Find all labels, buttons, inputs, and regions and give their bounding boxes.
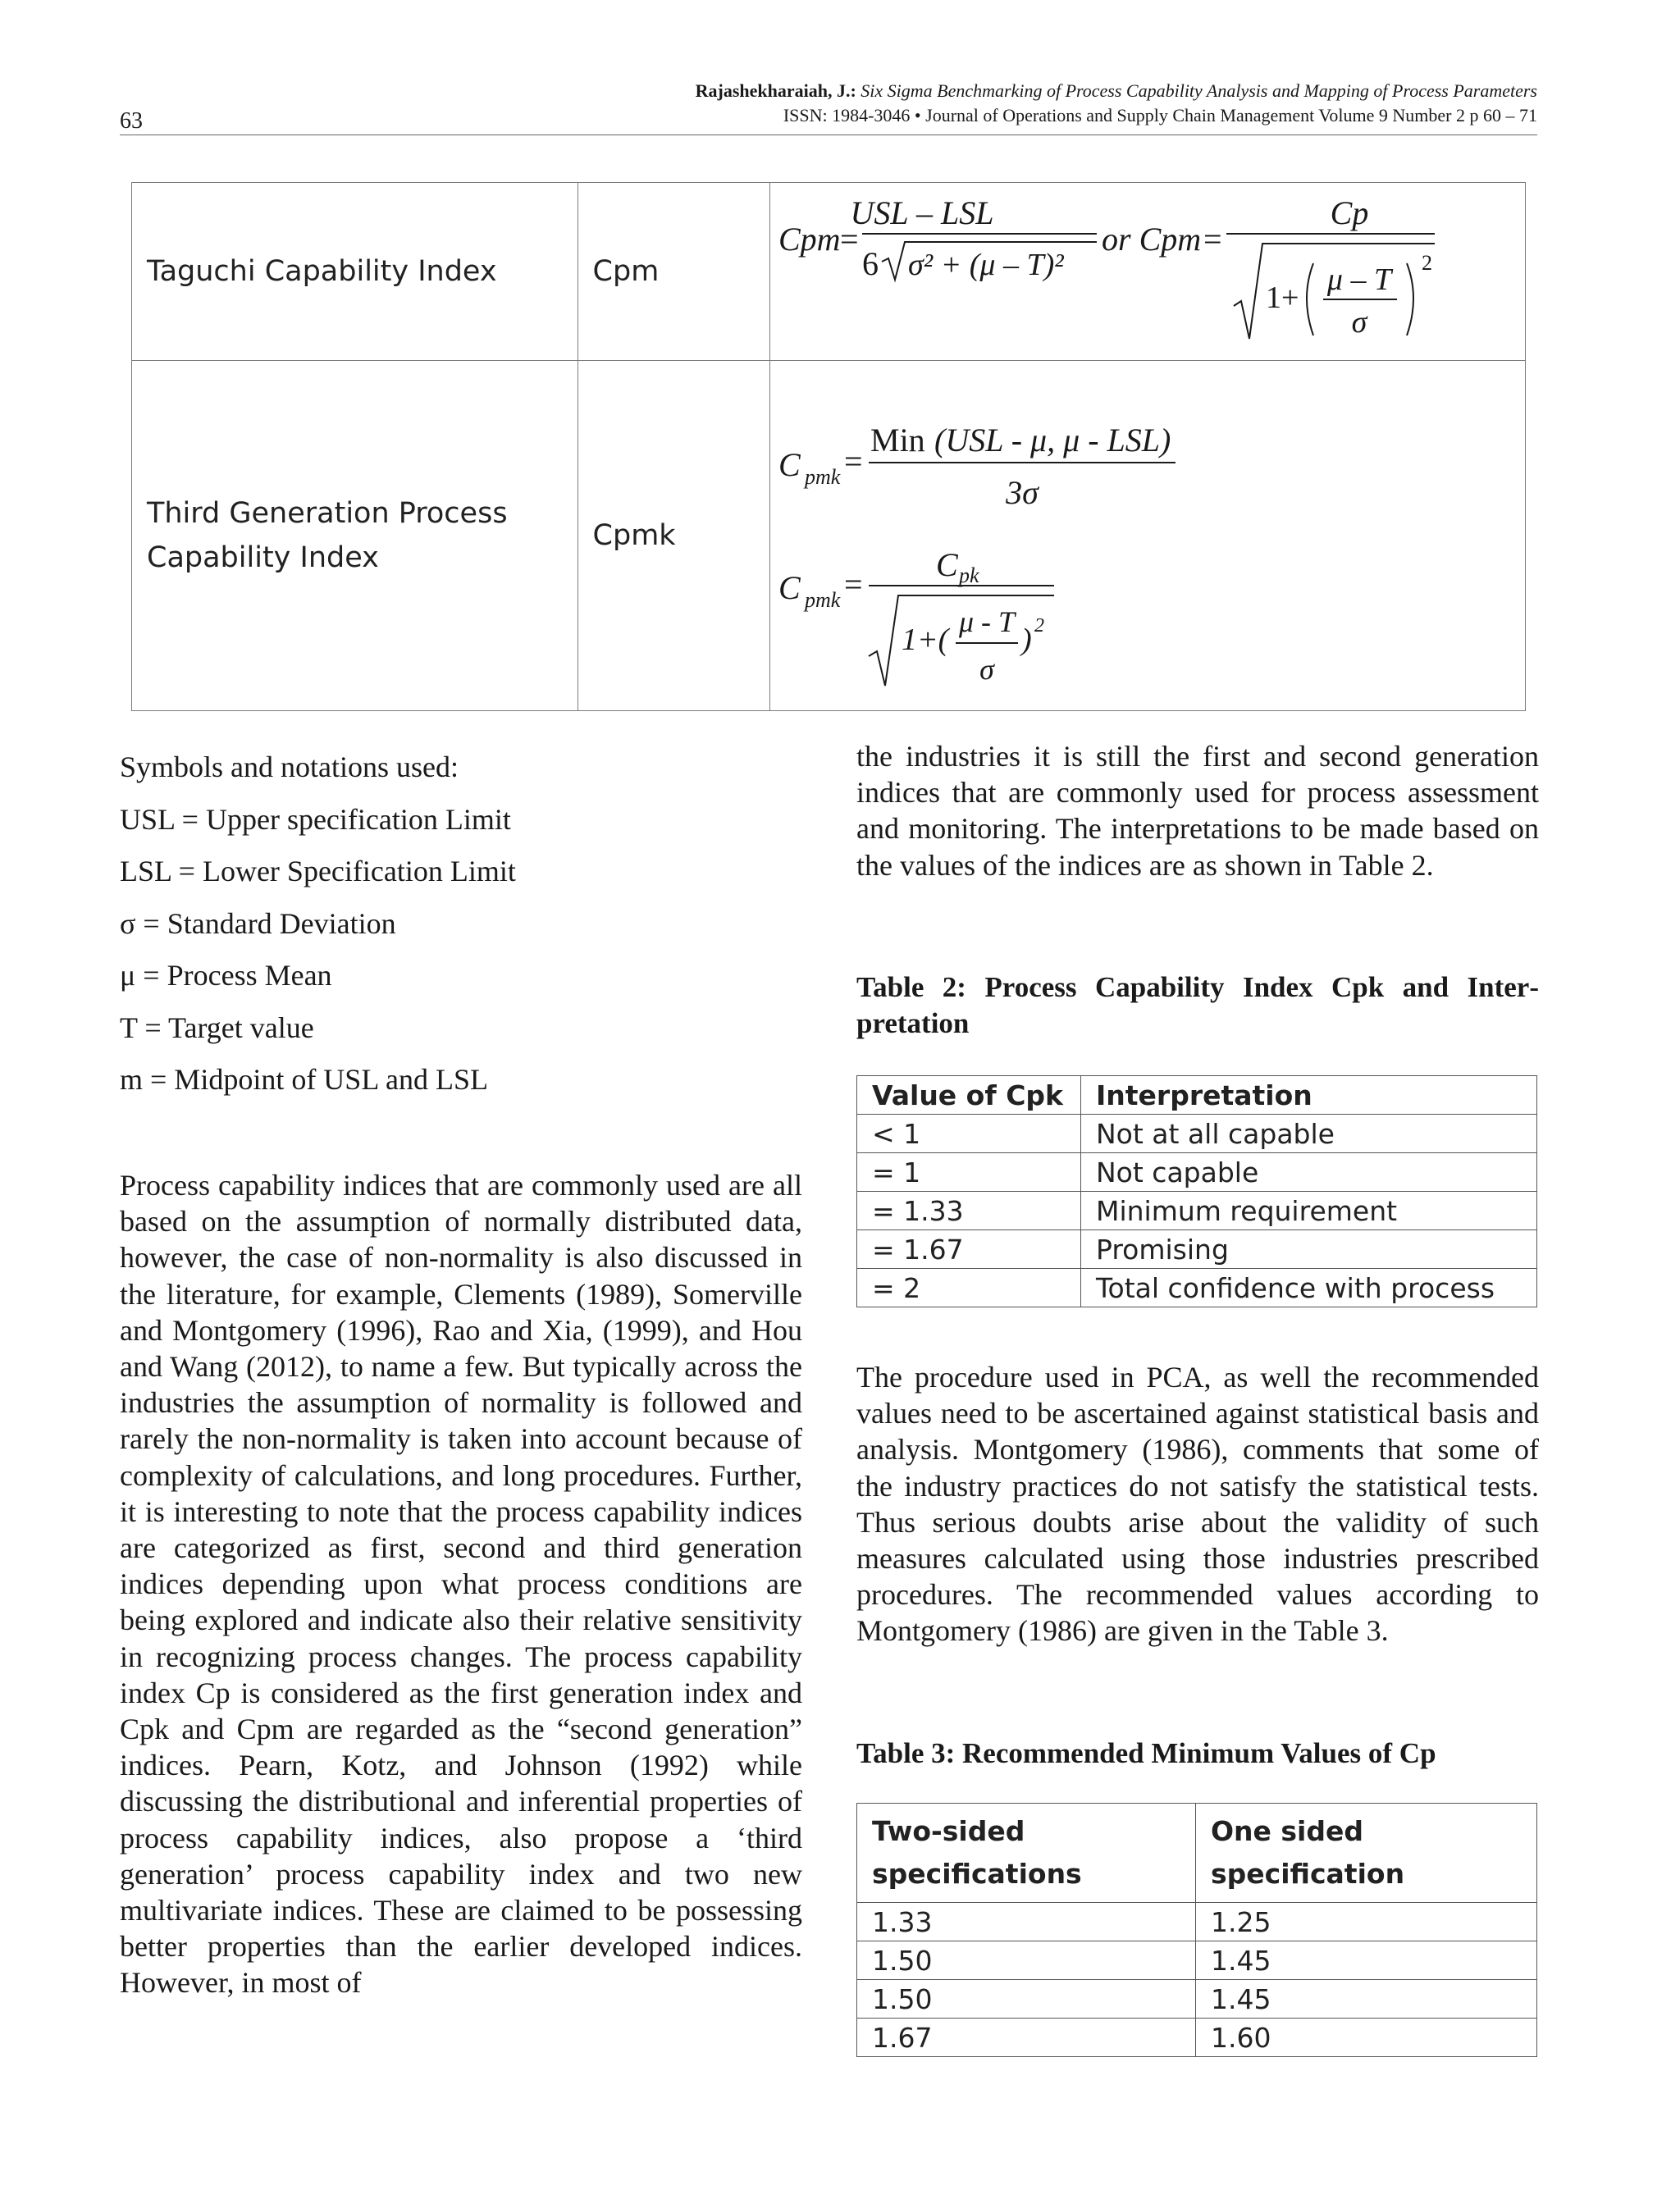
table-cell: Promising: [1081, 1230, 1537, 1269]
column-header: Value of Cpk: [857, 1076, 1081, 1115]
body-paragraph-right-top: the industries it is still the first and second generation indices that are commonly used for process assessment and monitoring. The interpretations to be made based on the values of the indices are as shown in Table 2.: [856, 740, 1539, 882]
cpmk-formula: [770, 361, 1525, 710]
table2-cpk-interpretation: [856, 1075, 1537, 1307]
cpk-c: C: [936, 546, 958, 583]
close-paren: ): [1021, 623, 1032, 657]
formula-cell-cpm: [770, 183, 1526, 361]
exponent: 2: [1034, 615, 1044, 636]
table-cell: = 1: [857, 1153, 1081, 1192]
table-cell: Not at all capable: [1081, 1115, 1537, 1153]
table-cell: Total confidence with process: [1081, 1269, 1537, 1307]
column-header: Interpretation: [1081, 1076, 1537, 1115]
index-symbol: Cpmk: [592, 519, 676, 552]
index-name: Taguchi Capability Index: [147, 255, 497, 288]
one-plus: 1+: [1266, 281, 1299, 315]
index-name-line1: Third Generation Process: [147, 497, 508, 530]
table-cell: 1.50: [857, 1980, 1196, 2019]
column-header: One sided specification: [1196, 1804, 1537, 1903]
body-paragraph-right-bottom: The procedure used in PCA, as well the recommended values need to be ascertained against statistical basis and analysis. Montgomery (1986), comments that some of the industry practices do not satisfy the statistical tests. Thus serious doubts arise about the validity of such measures calculated using those industries prescribed procedures. The recommended values according to Montgomery (1986) are given in the Table 3.: [856, 1361, 1539, 1648]
header-authors: Rajashekharaiah, J.:: [695, 80, 856, 101]
table-header-row: [857, 1804, 1537, 1903]
mu-minus-t: μ – T: [1326, 262, 1392, 297]
header-article-title: Six Sigma Benchmarking of Process Capability Analysis and Mapping of Process Parameters: [861, 80, 1537, 101]
page-number: 63: [120, 108, 143, 134]
mu-minus-t: μ - T: [958, 605, 1016, 638]
index-name-line2: Capability Index: [147, 541, 379, 574]
cpm-formula: [770, 183, 1525, 360]
table-cell: 1.45: [1196, 1980, 1537, 2019]
formula-cell-cpmk: [770, 361, 1526, 711]
cpmk-lhs-c: C: [778, 569, 801, 606]
three-sigma: 3σ: [1006, 474, 1039, 511]
cpm-lhs: Cpm: [778, 221, 841, 258]
index-name-cell: [132, 361, 578, 711]
table-row: [857, 1269, 1537, 1307]
table-cell: Minimum requirement: [1081, 1192, 1537, 1230]
column-header: Two-sided specifications: [857, 1804, 1196, 1903]
running-header-title: [696, 80, 1537, 102]
body-paragraph-left: Process capability indices that are commonly used are all based on the assumption of normally distributed data, however, the case of non-normality is also discussed in the literature, for example, Clements (1989), Somerville and Montgomery (1996), Rao and Xia, (1999), and Hou and Wang (2012), to name a few. But typically across the industries the assumption of normality is followed and rarely the non-normality is taken into account because of complexity of calculations, and long procedures. Further, it is interesting to note that the process capability indices are categorized as first, second and third generation indices depending upon what process conditions are being explored and indicate also their relative sensitivity in recognizing process changes. The process capability index Cp is considered as the first generation index and Cpk and Cpm are regarded as the “second generation” indices. Pearn, Kotz, and Johnson (1992) while discussing the distributional and inferential properties of process capability indices, also propose a ‘third generation’ process capability index and two new multivariate indices. These are claimed to be possessing better properties than the earlier developed indices. However, in most of: [120, 1169, 802, 2000]
cpk-subscript: pk: [959, 563, 979, 587]
sigma: σ: [979, 653, 994, 686]
min-label: Min: [870, 422, 925, 458]
formula-row-taguchi: [132, 183, 1526, 361]
symbols-heading: Symbols and notations used:: [120, 750, 459, 783]
symbol-item: m = Midpoint of USL and LSL: [120, 1063, 488, 1096]
index-symbol-cell: [578, 183, 769, 361]
index-symbol: Cpm: [592, 255, 660, 288]
table-cell: 1.60: [1196, 2019, 1537, 2057]
cpmk-lhs-c: C: [778, 446, 801, 483]
table-row: [857, 1230, 1537, 1269]
symbol-item: T = Target value: [120, 1010, 314, 1044]
running-header-journal: ISSN: 1984-3046 • Journal of Operations and Supply Chain Management Volume 9 Number 2 p 60 – 71: [783, 105, 1537, 125]
table-cell: < 1: [857, 1115, 1081, 1153]
equals-sign: =: [844, 566, 863, 603]
cpm-denominator-radicand: σ² + (μ – T)²: [908, 248, 1064, 282]
table3-recommended-cp: [856, 1803, 1537, 2057]
table-row: [857, 1903, 1537, 1941]
table-cell: = 1.67: [857, 1230, 1081, 1269]
table-cell: = 1.33: [857, 1192, 1081, 1230]
equals-sign: =: [844, 443, 863, 480]
table-cell: 1.67: [857, 2019, 1196, 2057]
table-cell: 1.33: [857, 1903, 1196, 1941]
min-arguments: (USL - μ, μ - LSL): [934, 422, 1171, 458]
open-paren: [1307, 263, 1313, 335]
close-paren: [1407, 263, 1413, 335]
or-text: or Cpm: [1102, 221, 1202, 258]
symbol-item: μ = Process Mean: [120, 959, 332, 992]
symbols-list: [120, 741, 516, 1106]
symbol-item: USL = Upper specification Limit: [120, 802, 511, 836]
index-name-cell: [132, 183, 578, 361]
cpm-cp-numerator: Cp: [1330, 194, 1369, 231]
formula-table: [131, 182, 1526, 711]
sigma: σ: [1351, 305, 1367, 340]
symbol-item: σ = Standard Deviation: [120, 906, 396, 940]
cpmk-lhs-subscript: pmk: [805, 465, 841, 489]
equals-sign: =: [840, 221, 859, 258]
table-header-row: [857, 1076, 1537, 1115]
table2-caption: Table 2: Process Capability Index Cpk and Interpretation: [856, 971, 1539, 1039]
formula-row-third-generation: [132, 361, 1526, 711]
table-row: [857, 1153, 1537, 1192]
cpmk-lhs-subscript: pmk: [805, 588, 841, 612]
symbol-item: LSL = Lower Specification Limit: [120, 855, 516, 887]
table-row: [857, 1980, 1537, 2019]
table-row: [857, 2019, 1537, 2057]
table-cell: 1.50: [857, 1941, 1196, 1980]
table-cell: Not capable: [1081, 1153, 1537, 1192]
table3-caption: Table 3: Recommended Minimum Values of Cp: [856, 1737, 1436, 1769]
cpm-numerator: USL – LSL: [850, 194, 994, 231]
index-symbol-cell: [578, 361, 769, 711]
table-cell: = 2: [857, 1269, 1081, 1307]
exponent: 2: [1422, 251, 1432, 275]
equals-sign: =: [1203, 221, 1222, 258]
table-row: [857, 1115, 1537, 1153]
table-row: [857, 1192, 1537, 1230]
one-plus-paren: 1+(: [902, 623, 949, 657]
table-cell: 1.45: [1196, 1941, 1537, 1980]
table-row: [857, 1941, 1537, 1980]
cpm-denominator-six: 6: [862, 245, 879, 282]
table-cell: 1.25: [1196, 1903, 1537, 1941]
